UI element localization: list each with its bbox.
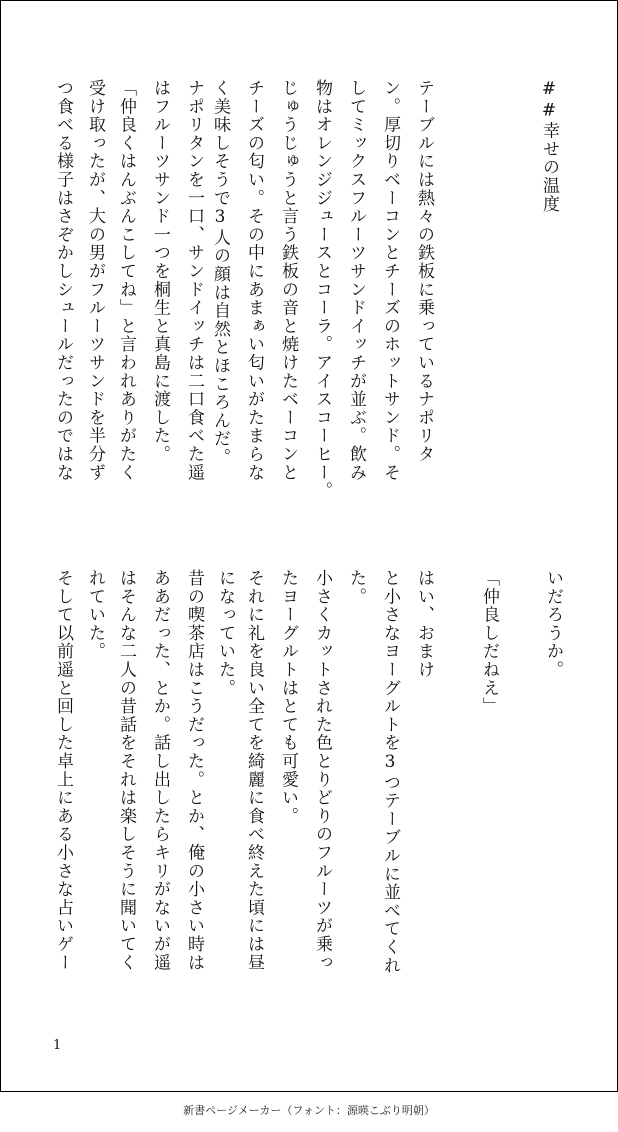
chapter-title: ##幸せの温度 — [539, 79, 559, 214]
dialogue-line: 「仲良しだねえ」 — [479, 569, 499, 716]
text-column: つ食べる様子はさぞかしシュールだったのではな — [53, 79, 73, 482]
text-column: た。 — [346, 569, 366, 606]
page-number: 1 — [53, 1038, 62, 1053]
text-column: 受け取ったが、大の男がフルーツサンドを半分ず — [85, 79, 105, 482]
text-column: ああだった、とか。話し出したらキリがないが遥 — [150, 569, 170, 972]
text-column: 物はオレンジジュースとコーラ。アイスコーヒー。 — [312, 79, 332, 500]
text-column: はい、おまけ — [414, 569, 434, 679]
text-column: たヨーグルトはとても可愛い。 — [278, 569, 298, 826]
text-column: チーズの匂い。その中にあまぁい匂いがたまらな — [244, 79, 264, 482]
text-column: いだろうか。 — [543, 569, 563, 679]
text-column: ナポリタンを一口、サンドイッチは二口食べた遥 — [184, 79, 204, 482]
footer-credit: 新書ページメーカー（フォント：源暎こぶり明朝） — [183, 1104, 435, 1117]
text-column: してミックスフルーツサンドイッチが並ぶ。飲み — [346, 79, 366, 482]
text-column: はそんな二人の昔話をそれは楽しそうに聞いてく — [116, 569, 136, 972]
text-column: く美味しそうで3人の顔は自然とほころんだ。 — [210, 79, 230, 467]
text-column: 昔の喫茶店はこうだった。とか、俺の小さい時は — [184, 569, 204, 972]
text-column: と小さなヨーグルトを3つテーブルに並べてくれ — [380, 569, 400, 975]
text-column: テーブルには熱々の鉄板に乗っているナポリタ — [414, 79, 434, 464]
text-column: はフルーツサンド一つを桐生と真島に渡した。 — [150, 79, 170, 464]
text-column: ン。厚切りベーコンとチーズのホットサンド。そ — [380, 79, 400, 482]
text-column: れていた。 — [85, 569, 105, 661]
text-column: そして以前遥と回した卓上にある小さな占いゲー — [53, 569, 73, 972]
text-column: じゅうじゅうと言う鉄板の音と焼けたベーコンと — [278, 79, 298, 482]
text-column: それに礼を良い全てを綺麗に食べ終えた頃には昼 — [244, 569, 264, 972]
text-column: 「仲良くはんぶんこしてね」と言われありがたく — [116, 79, 136, 482]
text-column: になっていた。 — [215, 569, 235, 698]
text-column: 小さくカットされた色とりどりのフルーツが乗っ — [312, 569, 332, 972]
